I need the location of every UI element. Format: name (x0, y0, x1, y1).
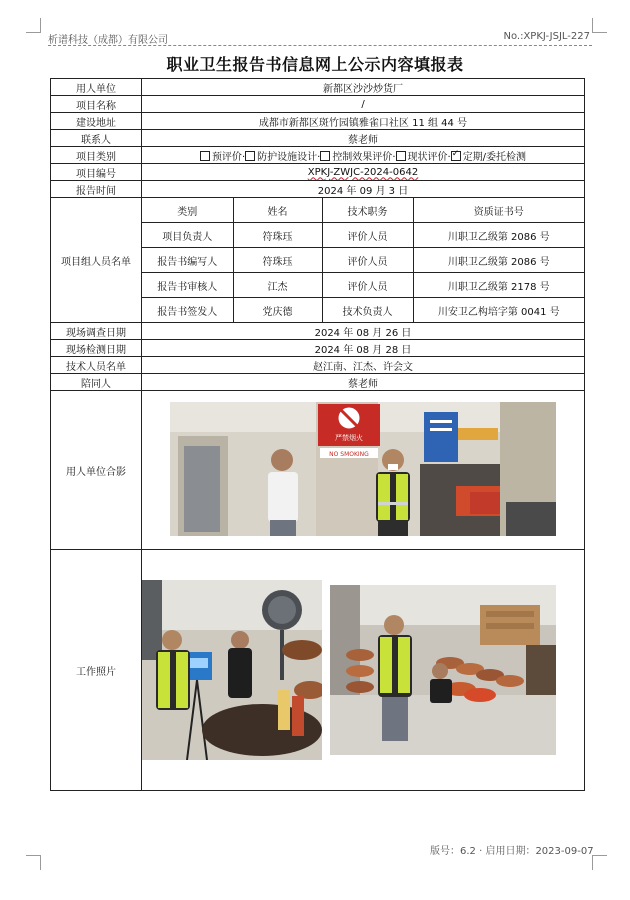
team-row: 报告书签发人 党庆德 技术负责人 川安卫乙构培字第 0041 号 (142, 298, 584, 323)
category-option[interactable]: 预评价 (200, 152, 242, 163)
row-work-photo (51, 550, 585, 791)
label-category: 项目类别 (51, 147, 142, 164)
checkbox-icon (396, 151, 406, 161)
label-group-photo: 用人单位合影 (51, 391, 142, 550)
row-category (51, 147, 585, 164)
team-table (142, 198, 584, 322)
label-escort: 陪同人 (51, 374, 142, 391)
crop-mark-bottom-right (592, 855, 607, 870)
row-team (51, 198, 585, 323)
value-employer: 新都区沙沙炒货厂 (142, 79, 585, 96)
footer-version: 版号：6.2 · 启用日期：2023-09-07 (430, 846, 594, 857)
value-survey-date: 2024 年 08 月 26 日 (142, 323, 585, 340)
work-photo-2-image (330, 585, 556, 755)
label-address: 建设地址 (51, 113, 142, 130)
value-category: 预评价· 防护设施设计· 控制效果评价· 现状评价·✓ 定期/委托检测 (142, 147, 585, 164)
row-tech-staff (51, 357, 585, 374)
label-team: 项目组人员名单 (51, 198, 142, 323)
row-project-number (51, 164, 585, 181)
checkbox-icon (245, 151, 255, 161)
checkbox-icon (320, 151, 330, 161)
value-escort: 蔡老师 (142, 374, 585, 391)
row-employer (51, 79, 585, 96)
label-project-number: 项目编号 (51, 164, 142, 181)
value-tech-staff: 赵江南、江杰、许会文 (142, 357, 585, 374)
label-report-time: 报告时间 (51, 181, 142, 198)
row-survey-date (51, 323, 585, 340)
value-test-date: 2024 年 08 月 28 日 (142, 340, 585, 357)
no-smoking-sign-text: 严禁烟火 (335, 433, 363, 442)
category-option[interactable]: 现状评价 (396, 152, 448, 163)
team-row: 项目负责人 符珠珏 评价人员 川职卫乙级第 2086 号 (142, 223, 584, 248)
category-option[interactable]: 控制效果评价 (320, 152, 392, 163)
label-work-photo: 工作照片 (51, 550, 142, 791)
group-photo (170, 402, 556, 536)
category-option[interactable]: ✓ 定期/委托检测 (451, 152, 526, 163)
label-project-name: 项目名称 (51, 96, 142, 113)
group-photo-cell (142, 391, 585, 550)
row-project-name (51, 96, 585, 113)
team-row: 报告书审核人 江杰 评价人员 川职卫乙级第 2178 号 (142, 273, 584, 298)
work-photo-cell (142, 550, 585, 791)
row-report-time (51, 181, 585, 198)
group-photo-image (170, 402, 556, 536)
label-test-date: 现场检测日期 (51, 340, 142, 357)
work-photo-2 (330, 585, 556, 755)
value-project-name: / (142, 96, 585, 113)
value-contact: 蔡老师 (142, 130, 585, 147)
team-header: 类别 (142, 198, 233, 223)
form-table (50, 78, 585, 791)
row-test-date (51, 340, 585, 357)
header-divider (48, 45, 592, 46)
value-address: 成都市新都区斑竹园镇雅雀口社区 11 组 44 号 (142, 113, 585, 130)
no-smoking-sign-en: NO SMOKING (329, 450, 369, 458)
checkbox-icon (200, 151, 210, 161)
category-option[interactable]: 防护设施设计 (245, 152, 317, 163)
team-row: 报告书编写人 符珠珏 评价人员 川职卫乙级第 2086 号 (142, 248, 584, 273)
team-table-cell (142, 198, 585, 323)
team-header-row (142, 198, 584, 223)
row-escort (51, 374, 585, 391)
header-doc-number: No.:XPKJ-JSJL-227 (503, 31, 590, 42)
page-title: 职业卫生报告书信息网上公示内容填报表 (166, 55, 464, 74)
header-company: 析谱科技（成都）有限公司 (48, 35, 168, 46)
value-report-time: 2024 年 09 月 3 日 (142, 181, 585, 198)
value-project-number: XPKJ-ZWJC-2024-0642 (142, 164, 585, 181)
crop-mark-top-right (592, 18, 607, 33)
work-photo-1 (142, 580, 322, 760)
label-survey-date: 现场调查日期 (51, 323, 142, 340)
team-header: 技术职务 (322, 198, 413, 223)
label-employer: 用人单位 (51, 79, 142, 96)
row-address (51, 113, 585, 130)
row-contact (51, 130, 585, 147)
row-group-photo (51, 391, 585, 550)
crop-mark-top-left (26, 18, 41, 33)
work-photo-1-image (142, 580, 322, 760)
crop-mark-bottom-left (26, 855, 41, 870)
team-header: 资质证书号 (413, 198, 584, 223)
label-contact: 联系人 (51, 130, 142, 147)
label-tech-staff: 技术人员名单 (51, 357, 142, 374)
checkbox-checked-icon (451, 151, 461, 161)
team-header: 姓名 (233, 198, 322, 223)
